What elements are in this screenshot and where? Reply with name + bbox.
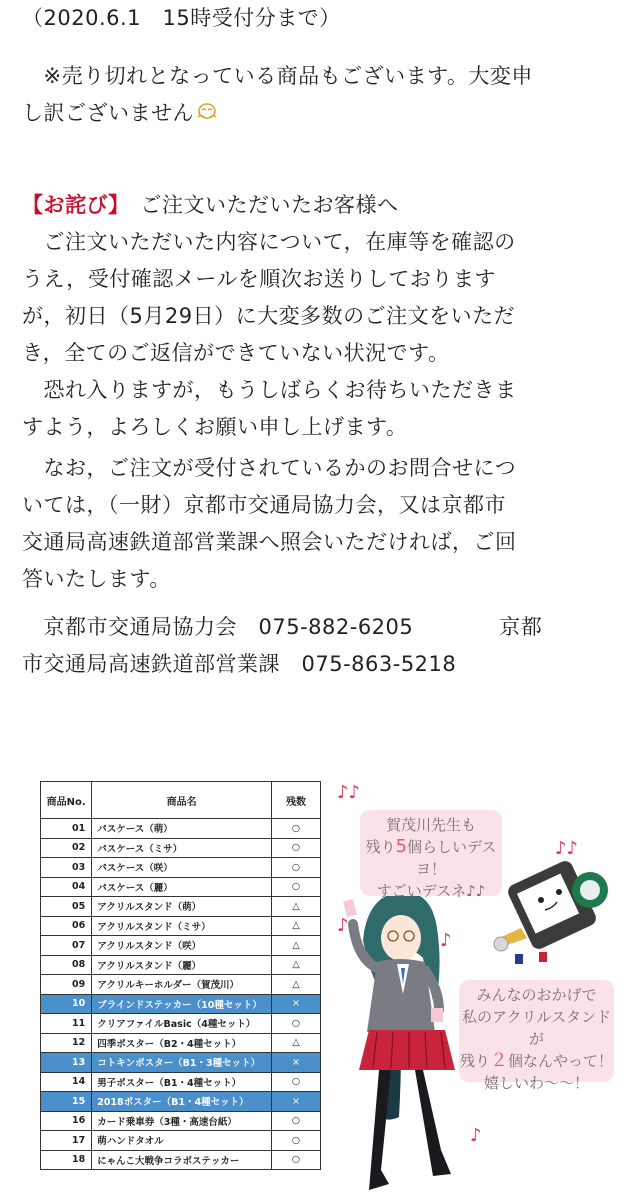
inquiry-line: なお，ご注文が受付されているかのお問合せにつ [22, 456, 517, 480]
music-note-icon: ♪ [470, 1125, 482, 1146]
product-no-cell: 15 [41, 1092, 92, 1112]
bubble2-line3-post: 個なんやって！ [508, 1052, 614, 1070]
product-name-cell: アクリルスタンド（萌） [92, 897, 272, 917]
product-name-cell: コトキンポスター（B1・3種セット） [92, 1053, 272, 1073]
stock-cell: △ [271, 916, 320, 936]
product-no-cell: 09 [41, 975, 92, 995]
product-name-cell: パスケース（麗） [92, 877, 272, 897]
product-no-cell: 08 [41, 955, 92, 975]
product-name-cell: パスケース（萌） [92, 819, 272, 839]
product-no-cell: 10 [41, 994, 92, 1014]
bubble2-line4: 嬉しいわ～～！ [483, 1074, 589, 1092]
soldout-notice [22, 58, 612, 133]
stock-cell: × [271, 1092, 320, 1112]
stock-cell: ○ [271, 1111, 320, 1131]
product-no-cell: 05 [41, 897, 92, 917]
bubble1-line3: すごいデスネ♪♪ [376, 882, 486, 900]
bubble1-line2-pre: 残り [365, 838, 396, 856]
stock-table [40, 781, 321, 1170]
stock-cell: △ [271, 975, 320, 995]
bubble1-line2-post: 個らしいデスヨ！ [407, 838, 497, 878]
table-row [41, 1111, 321, 1131]
product-no-cell: 16 [41, 1111, 92, 1131]
product-name-cell: カード乗車券（3種・高速台紙） [92, 1111, 272, 1131]
soldout-line-2-text: し訳ございません [22, 101, 194, 125]
product-name-cell: クリアファイルBasic（4種セット） [92, 1014, 272, 1034]
bubble2-line3-num: ２ [490, 1050, 508, 1071]
inquiry-line: いては，（一財）京都市交通局協力会，又は京都市 [22, 493, 506, 517]
music-note-icon: ♪ [440, 930, 452, 951]
product-name-cell: 四季ポスター（B2・4種セット） [92, 1033, 272, 1053]
speech-bubble-girl [459, 980, 614, 1092]
product-no-cell: 17 [41, 1131, 92, 1151]
inquiry-section [22, 450, 612, 598]
product-name-cell: パスケース（ミサ） [92, 838, 272, 858]
table-row [41, 955, 321, 975]
stock-cell: ○ [271, 1131, 320, 1151]
apology-line: き，全てのご返信ができていない状況です。 [22, 341, 450, 365]
stock-cell: ○ [271, 1072, 320, 1092]
bubble2-line2: 私のアクリルスタンドが [461, 1008, 612, 1048]
product-name-cell: アクリルスタンド（咲） [92, 936, 272, 956]
product-no-cell: 06 [41, 916, 92, 936]
header-stock: 残数 [271, 782, 320, 819]
product-name-cell: 萌ハンドタオル [92, 1131, 272, 1151]
product-no-cell: 01 [41, 819, 92, 839]
apology-label: 【お詫び】 [22, 193, 119, 217]
product-name-cell: 男子ポスター（B1・4種セット） [92, 1072, 272, 1092]
table-row [41, 1150, 321, 1170]
bubble1-line1: 賀茂川先生も [385, 816, 476, 834]
product-name-cell: 2018ポスター（B1・4種セット） [92, 1092, 272, 1112]
top-notice [22, 0, 612, 37]
stock-table-body [41, 819, 321, 1170]
apology-line: ご注文いただいた内容について，在庫等を確認の [22, 230, 516, 254]
bubble2-line1: みんなのおかげで [476, 986, 597, 1004]
table-row [41, 936, 321, 956]
contact-section [22, 609, 612, 683]
product-no-cell: 14 [41, 1072, 92, 1092]
speech-bubble-robot [360, 810, 502, 900]
stock-cell: ○ [271, 819, 320, 839]
contact-line: 市交通局高速鉄道部営業課 075-863-5218 [22, 652, 457, 676]
product-no-cell: 04 [41, 877, 92, 897]
product-no-cell: 13 [41, 1053, 92, 1073]
stock-cell: ○ [271, 1150, 320, 1170]
product-no-cell: 02 [41, 838, 92, 858]
apology-line: が，初日（5月29日）に大変多数のご注文をいただ [22, 304, 516, 328]
bubble1-line2 [360, 836, 502, 880]
inquiry-line: 答いたします。 [22, 567, 171, 591]
table-row [41, 838, 321, 858]
product-no-cell: 03 [41, 858, 92, 878]
table-row [41, 1014, 321, 1034]
stock-cell: △ [271, 936, 320, 956]
product-no-cell: 12 [41, 1033, 92, 1053]
header-product-no: 商品No. [41, 782, 92, 819]
music-note-icon: ♪♪ [337, 782, 360, 803]
contact-line: 京都市交通局協力会 075-882-6205 京都 [22, 615, 543, 639]
table-row [41, 897, 321, 917]
bowing-face-icon [196, 96, 218, 133]
inquiry-line: 交通局高速鉄道部営業課へ照会いただければ，ご回 [22, 530, 517, 554]
table-header-row [41, 782, 321, 819]
table-row [41, 994, 321, 1014]
stock-cell: △ [271, 1033, 320, 1053]
music-note-icon: ♪♪ [555, 838, 578, 859]
table-row [41, 1033, 321, 1053]
table-row [41, 877, 321, 897]
soldout-line-2 [22, 95, 612, 133]
product-name-cell: パスケース（咲） [92, 858, 272, 878]
table-row [41, 916, 321, 936]
table-row [41, 1092, 321, 1112]
apology-section [22, 187, 612, 446]
table-row [41, 819, 321, 839]
stock-cell: × [271, 994, 320, 1014]
table-row [41, 1131, 321, 1151]
product-name-cell: アクリルスタンド（ミサ） [92, 916, 272, 936]
product-no-cell: 11 [41, 1014, 92, 1034]
stock-cell: ○ [271, 1014, 320, 1034]
stock-cell: △ [271, 897, 320, 917]
table-row [41, 858, 321, 878]
soldout-line-1: ※売り切れとなっている商品もございます。大変申 [22, 64, 533, 88]
stock-cell: ○ [271, 877, 320, 897]
apology-addressee: ご注文いただいたお客様へ [119, 193, 399, 217]
stock-cell: ○ [271, 838, 320, 858]
header-product-name: 商品名 [92, 782, 272, 819]
top-notice-text: （2020.6.1 15時受付分まで） [22, 6, 341, 30]
bubble2-line3-pre: 残り [459, 1052, 490, 1070]
stock-cell: × [271, 1053, 320, 1073]
bubble1-line2-num: 5 [395, 836, 408, 857]
stock-cell: △ [271, 955, 320, 975]
apology-line: すよう，よろしくお願い申し上げます。 [22, 415, 408, 439]
table-row [41, 1053, 321, 1073]
apology-line: 恐れ入りますが，もうしばらくお待ちいただきま [22, 378, 517, 402]
bubble2-line3 [459, 1050, 614, 1072]
product-name-cell: ブラインドステッカー（10種セット） [92, 994, 272, 1014]
product-no-cell: 18 [41, 1150, 92, 1170]
product-name-cell: にゃんこ大戦争コラボステッカー [92, 1150, 272, 1170]
apology-first-line [22, 187, 612, 224]
product-name-cell: アクリルスタンド（麗） [92, 955, 272, 975]
table-row [41, 1072, 321, 1092]
music-note-icon: ♪ [337, 915, 349, 936]
product-name-cell: アクリルキーホルダー（賀茂川） [92, 975, 272, 995]
product-no-cell: 07 [41, 936, 92, 956]
apology-line: うえ，受付確認メールを順次お送りしております [22, 267, 496, 291]
stock-cell: ○ [271, 858, 320, 878]
table-row [41, 975, 321, 995]
